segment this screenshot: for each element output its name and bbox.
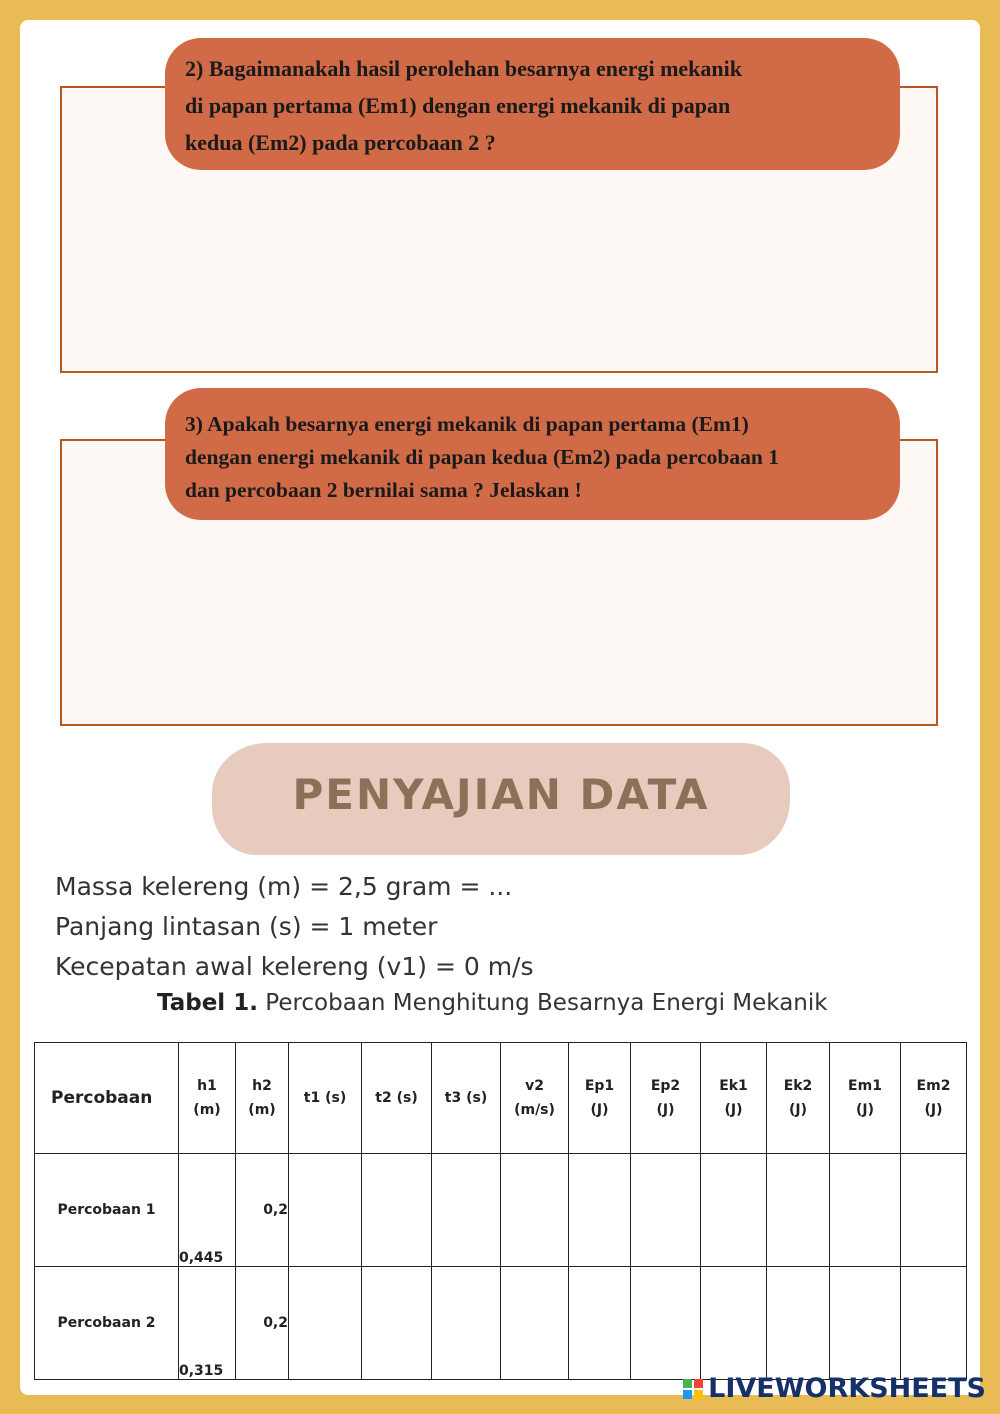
column-header-text: Em1	[848, 1078, 882, 1094]
answer-cell[interactable]	[501, 1267, 569, 1380]
column-header	[179, 1043, 236, 1154]
liveworksheets-icon	[683, 1379, 703, 1399]
answer-cell[interactable]	[432, 1267, 501, 1380]
column-header-text: t3 (s)	[444, 1090, 488, 1106]
column-header-text: (m)	[248, 1102, 276, 1118]
question-3-bubble	[165, 388, 900, 520]
column-header-text: Ep2	[650, 1078, 681, 1094]
info-panjang: Panjang lintasan (s) = 1 meter	[55, 912, 438, 941]
column-header	[236, 1043, 289, 1154]
table-row	[35, 1154, 967, 1267]
question-2-line: 2) Bagaimanakah hasil perolehan besarnya energi mekanik	[185, 56, 742, 81]
answer-cell[interactable]	[767, 1154, 830, 1267]
column-header-text: h1	[197, 1078, 217, 1094]
column-header-text: Ek2	[783, 1078, 813, 1094]
column-header-text: (J)	[656, 1102, 675, 1118]
brand-name: LIVEWORKSHEETS	[708, 1373, 986, 1404]
question-3-line: dan percobaan 2 bernilai sama ? Jelaskan !	[185, 478, 582, 502]
column-header-text: (J)	[724, 1102, 743, 1118]
h1-value: 0,445	[179, 1154, 236, 1267]
answer-cell[interactable]	[701, 1154, 767, 1267]
answer-cell[interactable]	[701, 1267, 767, 1380]
row-label: Percobaan 2	[35, 1267, 179, 1380]
answer-cell[interactable]	[569, 1267, 631, 1380]
answer-cell[interactable]	[830, 1267, 901, 1380]
h2-value: 0,2	[236, 1154, 289, 1267]
row-label: Percobaan 1	[35, 1154, 179, 1267]
column-header-text: Ek1	[719, 1078, 748, 1094]
column-header-text: Percobaan	[51, 1088, 153, 1108]
logo-square	[694, 1379, 703, 1388]
column-header-text: h2	[252, 1078, 272, 1094]
section-title: PENYAJIAN DATA	[292, 770, 710, 819]
answer-cell[interactable]	[631, 1154, 701, 1267]
question-2-bubble	[165, 38, 900, 170]
answer-cell[interactable]	[432, 1154, 501, 1267]
column-header	[432, 1043, 501, 1154]
column-header-text: Em2	[916, 1078, 951, 1094]
column-header	[701, 1043, 767, 1154]
h2-value: 0,2	[236, 1267, 289, 1380]
answer-cell[interactable]	[362, 1154, 432, 1267]
column-header	[289, 1043, 362, 1154]
question-2-line: kedua (Em2) pada percobaan 2 ?	[185, 130, 496, 155]
logo-square	[683, 1379, 692, 1388]
question-2-line: di papan pertama (Em1) dengan energi mekanik di papan	[185, 93, 731, 118]
table-row	[35, 1267, 967, 1380]
answer-cell[interactable]	[501, 1154, 569, 1267]
column-header	[35, 1043, 179, 1154]
answer-cell[interactable]	[901, 1267, 967, 1380]
table-caption	[157, 990, 828, 1016]
answer-cell[interactable]	[631, 1267, 701, 1380]
column-header	[501, 1043, 569, 1154]
table-header-row	[35, 1043, 967, 1154]
question-3-line: dengan energi mekanik di papan kedua (Em2) pada percobaan 1	[185, 445, 779, 469]
column-header-text: (J)	[924, 1102, 943, 1118]
answer-cell[interactable]	[767, 1267, 830, 1380]
answer-cell[interactable]	[569, 1154, 631, 1267]
table-caption-text: Percobaan Menghitung Besarnya Energi Mekanik	[257, 990, 828, 1016]
column-header-text: t1 (s)	[303, 1090, 347, 1106]
question-3-line: 3) Apakah besarnya energi mekanik di papan pertama (Em1)	[185, 412, 749, 436]
h1-value: 0,315	[179, 1267, 236, 1380]
answer-cell[interactable]	[830, 1154, 901, 1267]
column-header-text: (J)	[855, 1102, 874, 1118]
info-kecepatan: Kecepatan awal kelereng (v1) = 0 m/s	[55, 952, 534, 981]
data-table	[34, 1042, 967, 1380]
table-caption-label: Tabel 1.	[157, 990, 258, 1016]
info-massa: Massa kelereng (m) = 2,5 gram = ...	[55, 872, 513, 901]
logo-square	[683, 1390, 692, 1399]
answer-cell[interactable]	[362, 1267, 432, 1380]
column-header-text: Ep1	[584, 1078, 615, 1094]
logo-square	[694, 1390, 703, 1399]
answer-cell[interactable]	[901, 1154, 967, 1267]
column-header-text: (J)	[788, 1102, 807, 1118]
answer-cell[interactable]	[289, 1154, 362, 1267]
column-header	[362, 1043, 432, 1154]
column-header-text: (m)	[193, 1102, 221, 1118]
column-header	[569, 1043, 631, 1154]
column-header	[830, 1043, 901, 1154]
answer-cell[interactable]	[289, 1267, 362, 1380]
column-header	[767, 1043, 830, 1154]
brand-logo	[683, 1373, 986, 1404]
column-header-text: v2	[525, 1078, 544, 1094]
column-header-text: t2 (s)	[375, 1090, 418, 1106]
column-header	[631, 1043, 701, 1154]
column-header	[901, 1043, 967, 1154]
column-header-text: (m/s)	[514, 1102, 555, 1118]
column-header-text: (J)	[590, 1102, 609, 1118]
